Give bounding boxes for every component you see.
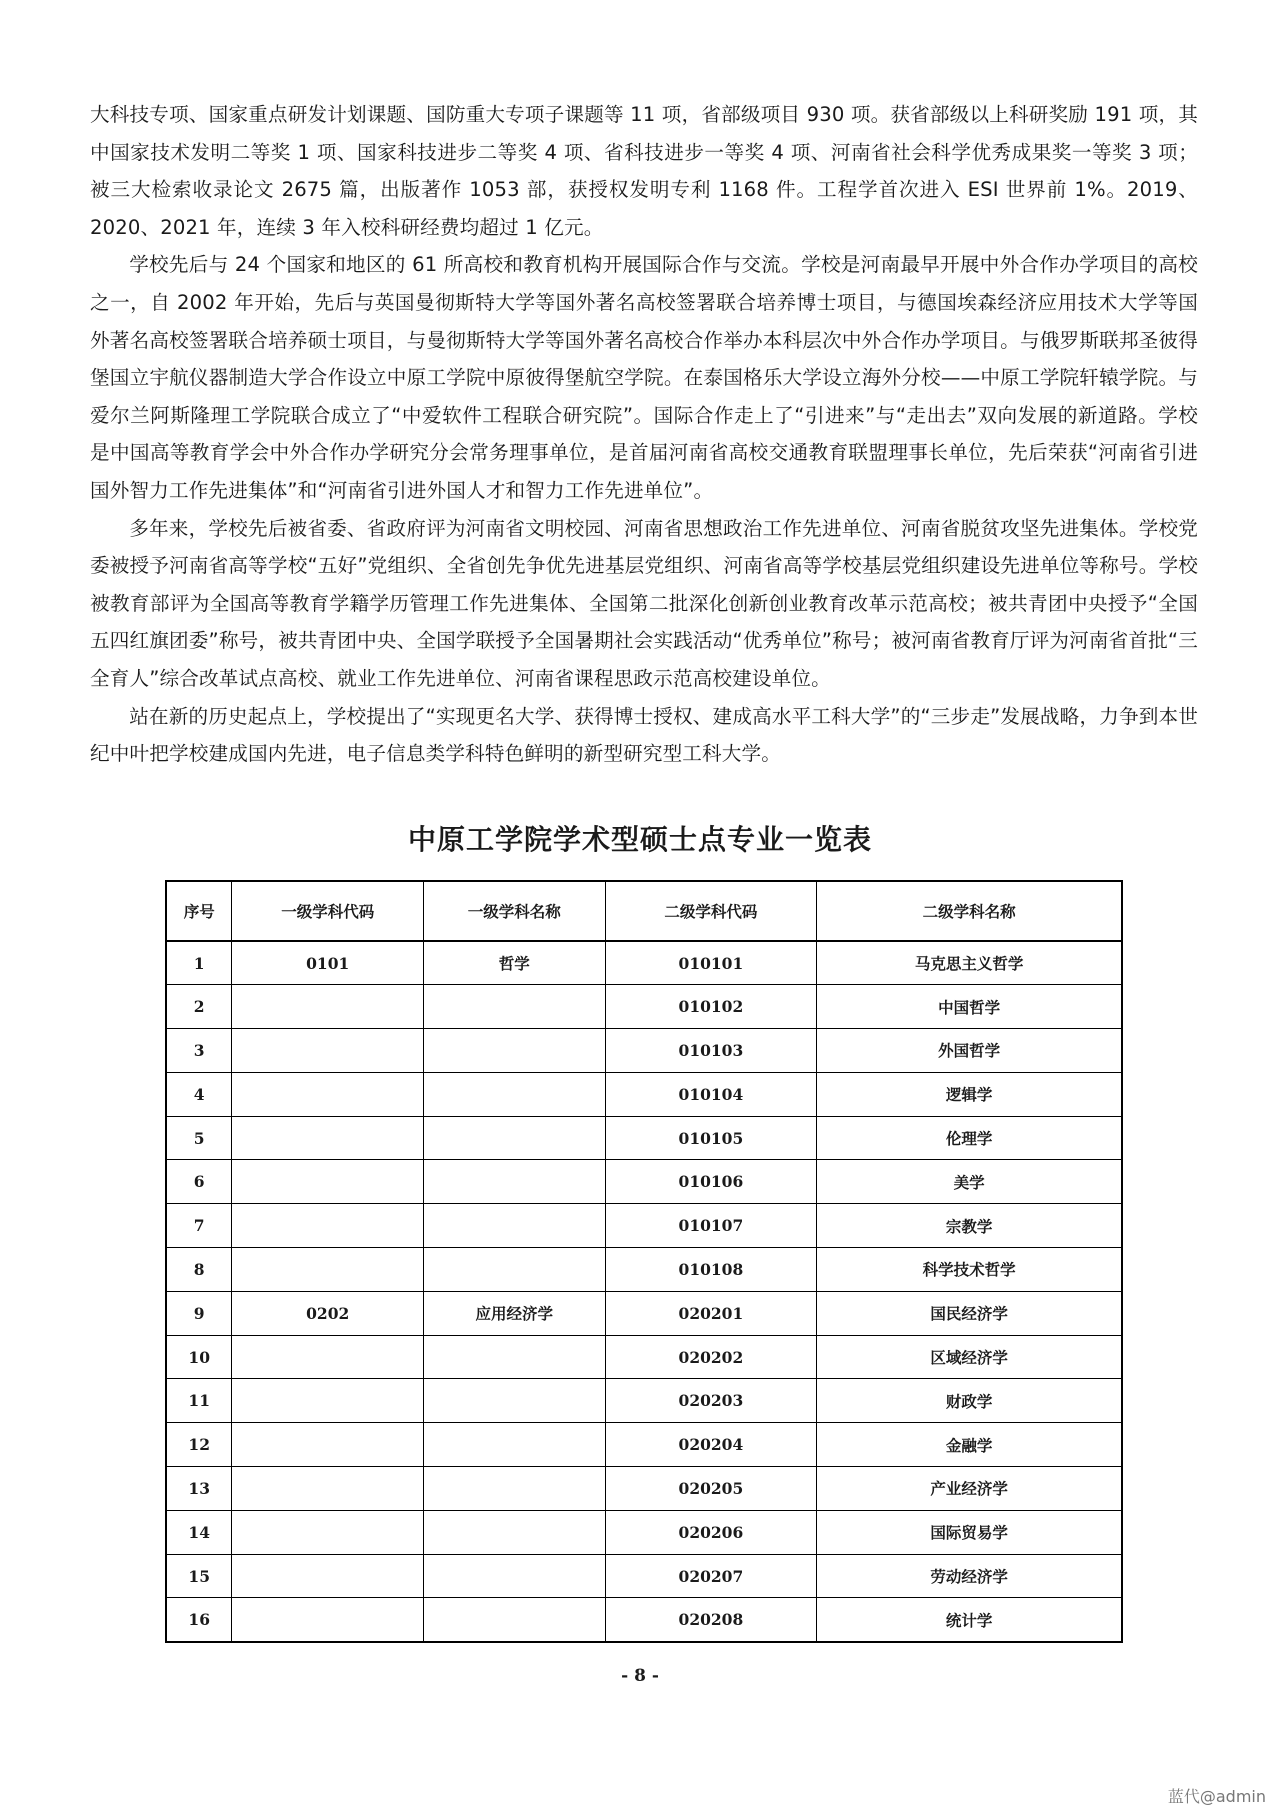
table-row: [166, 1160, 1122, 1204]
table-cell: 国民经济学: [817, 1291, 1122, 1335]
table-cell: [424, 1510, 606, 1554]
paragraph: 学校先后与 24 个国家和地区的 61 所高校和教育机构开展国际合作与交流。学校是河南最早开展中外合作办学项目的高校之一，自 2002 年开始，先后与英国曼彻斯特大学等国外著名高校签署联合培养博士项目，与德国埃森经济应用技术大学等国外著名高校签署联合培养硕士项目，与曼彻斯特大学等国外著名高校合作举办本科层次中外合作办学项目。与俄罗斯联邦圣彼得堡国立宇航仪器制造大学合作设立中原工学院中原彼得堡航空学院。在泰国格乐大学设立海外分校——中原工学院轩辕学院。与爱尔兰阿斯隆理工学院联合成立了“中爱软件工程联合研究院”。国际合作走上了“引进来”与“走出去”双向发展的新道路。学校是中国高等教育学会中外合作办学研究分会常务理事单位，是首届河南省高校交通教育联盟理事长单位，先后荣获“河南省引进国外智力工作先进集体”和“河南省引进外国人才和智力工作先进单位”。: [90, 253, 1198, 502]
table-cell: 13: [166, 1467, 232, 1511]
table-cell: 010103: [605, 1029, 817, 1073]
table-cell: 020205: [605, 1467, 817, 1511]
watermark: 蓝代@admin: [1167, 1787, 1266, 1806]
table-cell: 12: [166, 1423, 232, 1467]
table-row: [166, 1116, 1122, 1160]
table-cell: 0202: [232, 1291, 424, 1335]
page-number: - 8 -: [621, 1666, 659, 1686]
table-cell: 7: [166, 1204, 232, 1248]
table-cell: 010104: [605, 1072, 817, 1116]
column-header: 序号: [166, 881, 232, 941]
table-cell: 美学: [817, 1160, 1122, 1204]
table-row: [166, 1467, 1122, 1511]
table-cell: [424, 1467, 606, 1511]
paragraph: 大科技专项、国家重点研发计划课题、国防重大专项子课题等 11 项，省部级项目 930 项。获省部级以上科研奖励 191 项，其中国家技术发明二等奖 1 项、国家科技进步二等奖 4 项、省科技进步一等奖 4 项、河南省社会科学优秀成果奖一等奖 3 项；被三大检索收录论文 2675 篇，出版著作 1053 部，获授权发明专利 1168 件。工程学首次进入 ESI 世界前 1%。2019、2020、2021 年，连续 3 年入校科研经费均超过 1 亿元。: [90, 103, 1199, 239]
table-cell: 020201: [605, 1291, 817, 1335]
table-cell: 财政学: [817, 1379, 1122, 1423]
majors-table: [165, 880, 1123, 1643]
table-cell: 8: [166, 1248, 232, 1292]
table-cell: [424, 1598, 606, 1642]
table-cell: [232, 985, 424, 1029]
table-cell: 15: [166, 1554, 232, 1598]
table-row: [166, 941, 1122, 985]
table-cell: 020206: [605, 1510, 817, 1554]
paragraph: 站在新的历史起点上，学校提出了“实现更名大学、获得博士授权、建成高水平工科大学”的“三步走”发展战略，力争到本世纪中叶把学校建成国内先进，电子信息类学科特色鲜明的新型研究型工科大学。: [90, 704, 1198, 766]
table-cell: 国际贸易学: [817, 1510, 1122, 1554]
table-cell: 010108: [605, 1248, 817, 1292]
paragraph: 多年来，学校先后被省委、省政府评为河南省文明校园、河南省思想政治工作先进单位、河南省脱贫攻坚先进集体。学校党委被授予河南省高等学校“五好”党组织、全省创先争优先进基层党组织、河南省高等学校基层党组织建设先进单位等称号。学校被教育部评为全国高等教育学籍学历管理工作先进集体、全国第二批深化创新创业教育改革示范高校；被共青团中央授予“全国五四红旗团委”称号，被共青团中央、全国学联授予全国暑期社会实践活动“优秀单位”称号；被河南省教育厅评为河南省首批“三全育人”综合改革试点高校、就业工作先进单位、河南省课程思政示范高校建设单位。: [90, 516, 1198, 690]
table-row: [166, 1423, 1122, 1467]
table-cell: 020207: [605, 1554, 817, 1598]
column-header: 一级学科代码: [232, 881, 424, 941]
table-cell: 020203: [605, 1379, 817, 1423]
table-cell: 中国哲学: [817, 985, 1122, 1029]
table-cell: [424, 1423, 606, 1467]
column-header: 一级学科名称: [424, 881, 606, 941]
table-cell: 区域经济学: [817, 1335, 1122, 1379]
table-cell: 科学技术哲学: [817, 1248, 1122, 1292]
table-cell: 9: [166, 1291, 232, 1335]
table-cell: 010102: [605, 985, 817, 1029]
table-row: [166, 1204, 1122, 1248]
table-cell: [232, 1423, 424, 1467]
table-cell: 劳动经济学: [817, 1554, 1122, 1598]
table-cell: [424, 1116, 606, 1160]
table-row: [166, 1335, 1122, 1379]
column-header: 二级学科名称: [817, 881, 1122, 941]
table-cell: [424, 1248, 606, 1292]
table-cell: 2: [166, 985, 232, 1029]
table-cell: 哲学: [424, 941, 606, 985]
table-cell: 010105: [605, 1116, 817, 1160]
table-cell: [232, 1116, 424, 1160]
table-cell: 伦理学: [817, 1116, 1122, 1160]
table-cell: [232, 1510, 424, 1554]
table-cell: 010106: [605, 1160, 817, 1204]
table-row: [166, 1554, 1122, 1598]
table-cell: 应用经济学: [424, 1291, 606, 1335]
table-header-row: [166, 881, 1122, 941]
table-cell: 010101: [605, 941, 817, 985]
table-cell: 产业经济学: [817, 1467, 1122, 1511]
table-cell: 020204: [605, 1423, 817, 1467]
table-cell: [424, 1072, 606, 1116]
table-cell: [424, 1379, 606, 1423]
table-cell: 3: [166, 1029, 232, 1073]
table-cell: 1: [166, 941, 232, 985]
table-body: [166, 941, 1122, 1642]
table-cell: [232, 1379, 424, 1423]
table-row: [166, 1379, 1122, 1423]
table-cell: 16: [166, 1598, 232, 1642]
table-cell: 010107: [605, 1204, 817, 1248]
table-cell: 6: [166, 1160, 232, 1204]
table-cell: 金融学: [817, 1423, 1122, 1467]
table-cell: [232, 1072, 424, 1116]
table-cell: [424, 1554, 606, 1598]
table-row: [166, 1029, 1122, 1073]
table-row: [166, 1072, 1122, 1116]
column-header: 二级学科代码: [605, 881, 817, 941]
table-cell: [232, 1554, 424, 1598]
table-cell: [424, 1335, 606, 1379]
table-cell: 4: [166, 1072, 232, 1116]
table-cell: 0101: [232, 941, 424, 985]
table-cell: 14: [166, 1510, 232, 1554]
table-cell: 外国哲学: [817, 1029, 1122, 1073]
table-cell: 逻辑学: [817, 1072, 1122, 1116]
table-title: 中原工学院学术型硕士点专业一览表: [407, 823, 872, 856]
table-cell: 宗教学: [817, 1204, 1122, 1248]
table-cell: [424, 1029, 606, 1073]
table-row: [166, 1291, 1122, 1335]
table-cell: 统计学: [817, 1598, 1122, 1642]
table-cell: [424, 1160, 606, 1204]
table-cell: 10: [166, 1335, 232, 1379]
table-row: [166, 1598, 1122, 1642]
table-cell: 11: [166, 1379, 232, 1423]
table-row: [166, 1248, 1122, 1292]
table-cell: 马克思主义哲学: [817, 941, 1122, 985]
table-cell: [232, 1029, 424, 1073]
table-cell: [424, 1204, 606, 1248]
table-cell: [424, 985, 606, 1029]
table-row: [166, 985, 1122, 1029]
body-text: [90, 96, 1198, 773]
table-cell: 020202: [605, 1335, 817, 1379]
table-cell: 5: [166, 1116, 232, 1160]
table-cell: [232, 1598, 424, 1642]
table-cell: [232, 1467, 424, 1511]
table-cell: [232, 1248, 424, 1292]
table-cell: 020208: [605, 1598, 817, 1642]
table-cell: [232, 1204, 424, 1248]
table-row: [166, 1510, 1122, 1554]
table-cell: [232, 1160, 424, 1204]
table-cell: [232, 1335, 424, 1379]
